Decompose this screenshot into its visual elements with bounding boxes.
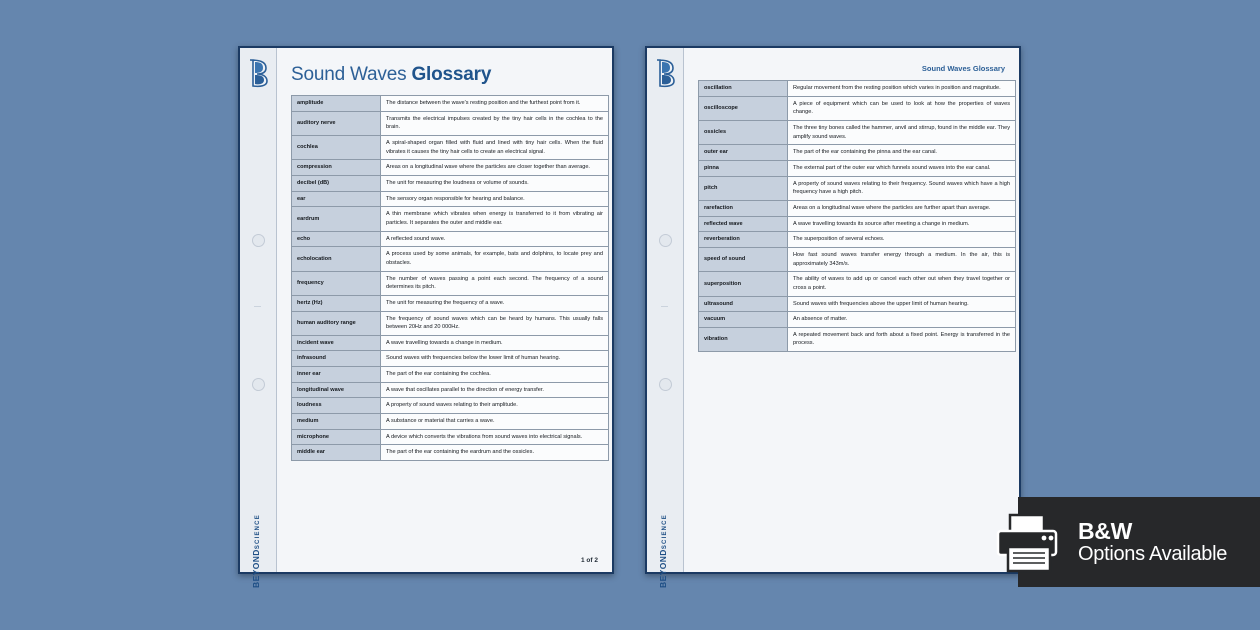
brand-name: BEYOND	[251, 549, 261, 588]
page-2-content	[683, 48, 1019, 572]
glossary-definition: How fast sound waves transfer energy through a medium. In the air, this is approximately 343m/s.	[788, 247, 1016, 271]
glossary-term: rarefaction	[699, 200, 788, 216]
glossary-term: incident wave	[292, 335, 381, 351]
glossary-term: amplitude	[292, 96, 381, 112]
glossary-term: vacuum	[699, 312, 788, 328]
glossary-definition: A wave travelling towards a change in medium.	[381, 335, 609, 351]
glossary-row	[292, 295, 609, 311]
brand-sublabel: SCIENCE	[662, 514, 668, 550]
glossary-definition: A repeated movement back and forth about a fixed point. Energy is transferred in the process.	[788, 327, 1016, 351]
beyond-b-logo-icon	[653, 58, 677, 88]
binder-tick	[661, 306, 668, 307]
glossary-row	[292, 160, 609, 176]
glossary-term: reverberation	[699, 232, 788, 248]
printer-icon	[994, 511, 1066, 573]
glossary-row	[292, 175, 609, 191]
glossary-term: hertz (Hz)	[292, 295, 381, 311]
glossary-row	[699, 272, 1016, 296]
glossary-table-page-2	[698, 80, 1016, 352]
glossary-row	[699, 120, 1016, 144]
glossary-row	[292, 382, 609, 398]
glossary-row	[292, 231, 609, 247]
page-title	[291, 64, 491, 86]
glossary-row	[292, 96, 609, 112]
glossary-row	[292, 191, 609, 207]
glossary-row	[699, 200, 1016, 216]
glossary-row	[292, 207, 609, 231]
glossary-definition: A process used by some animals, for example, bats and dolphins, to locate prey and obstacles.	[381, 247, 609, 271]
glossary-definition: The part of the ear containing the eardrum and the ossicles.	[381, 445, 609, 461]
glossary-term: echo	[292, 231, 381, 247]
glossary-term: ultrasound	[699, 296, 788, 312]
glossary-definition: A device which converts the vibrations from sound waves into electrical signals.	[381, 429, 609, 445]
glossary-definition: The part of the ear containing the cochlea.	[381, 367, 609, 383]
badge-text-block	[1078, 519, 1227, 564]
glossary-definition: The number of waves passing a point each second. The frequency of a sound determines its pitch.	[381, 271, 609, 295]
glossary-definition: The superposition of several echoes.	[788, 232, 1016, 248]
glossary-term: longitudinal wave	[292, 382, 381, 398]
page-title-bold: Glossary	[411, 64, 492, 85]
badge-subtitle: Options Available	[1078, 542, 1228, 565]
brand-name: BEYOND	[658, 549, 668, 588]
glossary-term: ossicles	[699, 120, 788, 144]
glossary-definition: A substance or material that carries a wave.	[381, 414, 609, 430]
page-2-margin-strip	[647, 48, 683, 588]
glossary-row	[699, 296, 1016, 312]
glossary-definition: A property of sound waves relating to their frequency. Sound waves which have a high frequency have a high pitch.	[788, 176, 1016, 200]
glossary-row	[292, 247, 609, 271]
glossary-term: pinna	[699, 160, 788, 176]
glossary-definition: Sound waves with frequencies below the lower limit of human hearing.	[381, 351, 609, 367]
page-number: 1 of 2	[581, 557, 598, 564]
glossary-term: middle ear	[292, 445, 381, 461]
glossary-row	[292, 445, 609, 461]
glossary-row	[699, 160, 1016, 176]
glossary-row	[699, 176, 1016, 200]
bw-options-badge	[1018, 497, 1260, 587]
document-page-2[interactable]	[645, 46, 1021, 588]
glossary-definition: The frequency of sound waves which can be heard by humans. This usually falls between 20Hz and 20 000Hz.	[381, 311, 609, 335]
glossary-definition: Areas on a longitudinal wave where the particles are closer together than average.	[381, 160, 609, 176]
glossary-definition: Areas on a longitudinal wave where the particles are further apart than average.	[788, 200, 1016, 216]
glossary-term: vibration	[699, 327, 788, 351]
glossary-row	[292, 271, 609, 295]
binder-hole	[659, 378, 672, 391]
glossary-term: outer ear	[699, 145, 788, 161]
glossary-row	[292, 367, 609, 383]
glossary-term: loudness	[292, 398, 381, 414]
glossary-term: microphone	[292, 429, 381, 445]
glossary-term: reflected wave	[699, 216, 788, 232]
glossary-row	[292, 429, 609, 445]
glossary-row	[699, 327, 1016, 351]
glossary-row	[292, 414, 609, 430]
beyond-b-logo-icon	[246, 58, 270, 88]
brand-vertical-label	[658, 511, 668, 591]
glossary-term: infrasound	[292, 351, 381, 367]
glossary-definition: Regular movement from the resting position which varies in position and magnitude.	[788, 81, 1016, 97]
binder-hole	[659, 234, 672, 247]
glossary-row	[699, 216, 1016, 232]
glossary-row	[292, 398, 609, 414]
glossary-row	[699, 81, 1016, 97]
glossary-definition: The ability of waves to add up or cancel each other out when they travel together or cross a point.	[788, 272, 1016, 296]
glossary-term: auditory nerve	[292, 111, 381, 135]
glossary-definition: A thin membrane which vibrates when energy is transferred to it from vibrating air particles. It separates the outer and middle ear.	[381, 207, 609, 231]
glossary-definition: The sensory organ responsible for hearing and balance.	[381, 191, 609, 207]
glossary-term: eardrum	[292, 207, 381, 231]
running-header: Sound Waves Glossary	[921, 64, 1005, 73]
glossary-term: medium	[292, 414, 381, 430]
glossary-term: cochlea	[292, 135, 381, 159]
glossary-term: decibel (dB)	[292, 175, 381, 191]
glossary-definition: A reflected sound wave.	[381, 231, 609, 247]
glossary-table-page-1	[291, 95, 609, 461]
glossary-definition: Transmits the electrical impulses created by the tiny hair cells in the cochlea to the brain.	[381, 111, 609, 135]
glossary-row	[292, 351, 609, 367]
glossary-definition: The unit for measuring the frequency of a wave.	[381, 295, 609, 311]
glossary-definition: A wave that oscillates parallel to the direction of energy transfer.	[381, 382, 609, 398]
glossary-row	[699, 96, 1016, 120]
binder-tick	[254, 306, 261, 307]
glossary-row	[699, 312, 1016, 328]
glossary-definition: The unit for measuring the loudness or volume of sounds.	[381, 175, 609, 191]
glossary-row	[699, 247, 1016, 271]
glossary-term: superposition	[699, 272, 788, 296]
glossary-definition: The distance between the wave's resting position and the furthest point from it.	[381, 96, 609, 112]
brand-sublabel: SCIENCE	[255, 514, 261, 550]
glossary-definition: The three tiny bones called the hammer, anvil and stirrup, found in the middle ear. They amplify sound waves.	[788, 120, 1016, 144]
glossary-term: pitch	[699, 176, 788, 200]
binder-hole	[252, 378, 265, 391]
glossary-row	[292, 311, 609, 335]
glossary-term: oscilloscope	[699, 96, 788, 120]
glossary-definition: A property of sound waves relating to their amplitude.	[381, 398, 609, 414]
glossary-definition: The part of the ear containing the pinna and the ear canal.	[788, 145, 1016, 161]
glossary-row	[699, 145, 1016, 161]
glossary-term: speed of sound	[699, 247, 788, 271]
glossary-term: compression	[292, 160, 381, 176]
glossary-term: frequency	[292, 271, 381, 295]
glossary-row	[292, 111, 609, 135]
binder-hole	[252, 234, 265, 247]
glossary-row	[292, 335, 609, 351]
glossary-definition: An absence of matter.	[788, 312, 1016, 328]
glossary-row	[699, 232, 1016, 248]
glossary-row	[292, 135, 609, 159]
glossary-definition: A piece of equipment which can be used to look at how the properties of waves change.	[788, 96, 1016, 120]
glossary-term: inner ear	[292, 367, 381, 383]
brand-vertical-label	[251, 511, 261, 591]
glossary-term: oscillation	[699, 81, 788, 97]
glossary-definition: Sound waves with frequencies above the upper limit of human hearing.	[788, 296, 1016, 312]
glossary-definition: The external part of the outer ear which funnels sound waves into the ear canal.	[788, 160, 1016, 176]
glossary-term: ear	[292, 191, 381, 207]
page-title-regular: Sound Waves	[291, 64, 412, 85]
badge-title: B&W	[1078, 518, 1133, 545]
page-1-margin-strip	[240, 48, 276, 588]
document-page-1[interactable]	[238, 46, 614, 588]
page-1-content	[276, 48, 612, 572]
glossary-term: echolocation	[292, 247, 381, 271]
glossary-term: human auditory range	[292, 311, 381, 335]
glossary-definition: A wave travelling towards its source after meeting a change in medium.	[788, 216, 1016, 232]
glossary-definition: A spiral-shaped organ filled with fluid and lined with tiny hair cells. When the fluid vibrates it causes the tiny hair cells to create an electrical signal.	[381, 135, 609, 159]
